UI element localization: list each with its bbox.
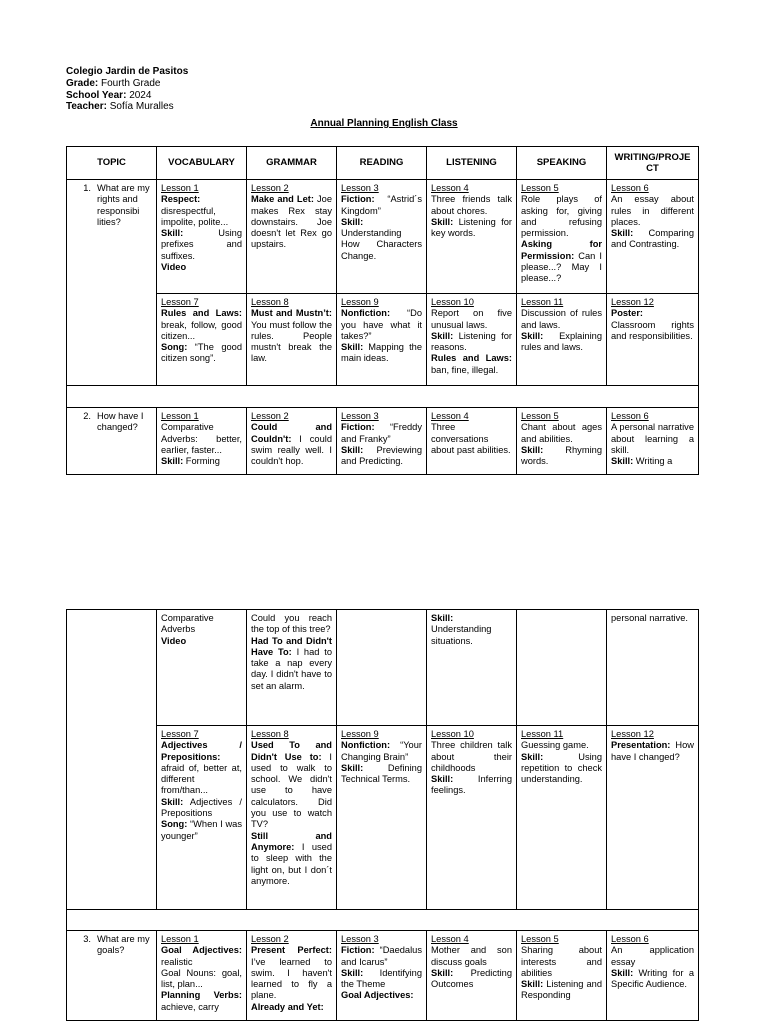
lesson-keyword: Skill:	[161, 456, 184, 467]
lesson-cell	[427, 931, 517, 1021]
lesson-keyword: Skill:	[161, 796, 184, 807]
lesson-keyword: Skill:	[341, 967, 364, 978]
lesson-cell	[337, 726, 427, 910]
lesson-cell	[607, 931, 699, 1021]
lesson-keyword: Skill:	[431, 330, 454, 341]
lesson-text: Mother and son discuss goals	[431, 945, 512, 967]
lesson-cell	[607, 294, 699, 386]
planning-table-page-1	[66, 146, 699, 475]
lesson-keyword: Adjectives / Prepositions:	[161, 740, 242, 762]
lesson-cell	[607, 408, 699, 475]
lesson-text: Rhyming words.	[521, 444, 602, 467]
lesson-keyword: Fiction:	[341, 194, 375, 205]
lesson-number: Lesson 9	[341, 729, 379, 739]
lesson-text: Previewing and Predicting.	[341, 444, 422, 467]
lesson-keyword: Could and Couldn't:	[251, 422, 332, 444]
column-header-writing-project: WRITING/PROJE CT	[607, 147, 699, 180]
lesson-text: ban, fine, illegal.	[431, 364, 499, 375]
lesson-text: Three friends talk about chores.	[431, 194, 512, 216]
lesson-keyword: Skill:	[341, 342, 364, 353]
lesson-cell	[337, 931, 427, 1021]
lesson-keyword: Goal Adjectives:	[161, 945, 242, 956]
lesson-text: “Your Changing Brain”	[341, 740, 422, 762]
lesson-text: I used to sleep with the light on, but I don´t anymore.	[251, 841, 332, 886]
lesson-text: I used to walk to school. We didn't use to have calculators. Did you use to watch TV?	[251, 751, 332, 830]
lesson-text: I had to take a nap every day. I didn't have to set an alarm.	[251, 646, 332, 691]
lesson-cell	[247, 180, 337, 294]
lesson-number: Lesson 1	[161, 934, 199, 944]
lesson-cell	[607, 180, 699, 294]
lesson-number: Lesson 9	[341, 297, 379, 307]
lesson-cell	[427, 610, 517, 726]
lesson-cell	[517, 180, 607, 294]
table-row	[67, 294, 699, 386]
lesson-cell	[427, 180, 517, 294]
column-header-row	[67, 147, 699, 180]
column-header-grammar: GRAMMAR	[247, 147, 337, 180]
lesson-text: Using prefixes and suffixes.	[161, 228, 242, 261]
lesson-number: Lesson 5	[521, 411, 559, 421]
lesson-text: Mapping the main ideas.	[341, 342, 422, 364]
spacer-cell	[67, 910, 699, 931]
lesson-keyword: Rules and Laws:	[431, 353, 512, 364]
lesson-keyword: Nonfiction:	[341, 308, 391, 319]
column-header-speaking: SPEAKING	[517, 147, 607, 180]
lesson-text: Listening for key words.	[431, 216, 512, 239]
lesson-keyword: Skill:	[431, 967, 454, 978]
lesson-cell	[247, 610, 337, 726]
lesson-number: Lesson 12	[611, 297, 654, 307]
lesson-text: Inferring feelings.	[431, 774, 512, 796]
lesson-cell	[337, 408, 427, 475]
lesson-text: personal narrative.	[611, 613, 688, 623]
school-year-line: School Year: 2024	[66, 89, 152, 101]
lesson-keyword: Nonfiction:	[341, 740, 391, 751]
column-header-topic: TOPIC	[67, 147, 157, 180]
lesson-text: Chant about ages and abilities.	[521, 422, 602, 444]
lesson-text: Adjectives / Prepositions	[161, 796, 242, 819]
lesson-text: “Astrid´s Kingdom”	[341, 194, 422, 216]
lesson-keyword: Song:	[161, 819, 188, 830]
lesson-keyword: Skill:	[341, 762, 364, 773]
planning-table-page-2	[66, 609, 699, 1021]
lesson-keyword: Used To and Didn't Use to:	[251, 740, 332, 762]
lesson-keyword: Skill:	[161, 228, 184, 239]
lesson-text: Guessing game.	[521, 740, 589, 751]
lesson-number: Lesson 10	[431, 729, 474, 739]
lesson-cell	[517, 931, 607, 1021]
lesson-number: Lesson 5	[521, 934, 559, 944]
lesson-keyword: Already and Yet:	[251, 1001, 324, 1012]
lesson-number: Lesson 4	[431, 183, 469, 193]
lesson-text: I could swim really well. I couldn't hop.	[251, 433, 332, 467]
lesson-text: Comparing and Contrasting.	[611, 228, 694, 250]
lesson-keyword: Video	[161, 635, 187, 646]
lesson-text: break, follow, good citizen...	[161, 319, 242, 341]
lesson-keyword: Skill:	[611, 967, 634, 978]
lesson-keyword: Present Perfect:	[251, 945, 332, 956]
spacer-row	[67, 386, 699, 408]
lesson-number: Lesson 3	[341, 411, 379, 421]
school-name: Colegio Jardin de Pasitos	[66, 66, 189, 77]
lesson-cell	[517, 294, 607, 386]
lesson-number: Lesson 4	[431, 411, 469, 421]
lesson-keyword: Had To and Didn't Have To:	[251, 635, 332, 657]
lesson-number: Lesson 12	[611, 729, 654, 739]
lesson-cell	[157, 931, 247, 1021]
lesson-keyword: Skill:	[521, 979, 544, 990]
lesson-text: Listening and Responding	[521, 979, 602, 1001]
lesson-cell	[517, 408, 607, 475]
teacher-line: Teacher: Sofía Muralles	[66, 101, 174, 113]
lesson-number: Lesson 4	[431, 934, 469, 944]
lesson-number: Lesson 6	[611, 411, 649, 421]
table-row	[67, 610, 699, 726]
lesson-keyword: Skill:	[341, 216, 364, 227]
lesson-text: Comparative Adverbs	[161, 613, 214, 635]
lesson-cell	[427, 726, 517, 910]
lesson-text: afraid of, better at, different from/than...	[161, 762, 242, 796]
table-row	[67, 408, 699, 475]
topic-cell	[67, 931, 157, 1021]
lesson-cell	[247, 294, 337, 386]
lesson-cell	[157, 726, 247, 910]
lesson-text: Understanding How Characters Change.	[341, 228, 422, 261]
lesson-text: You must follow the rules. People mustn't break the law.	[251, 319, 332, 364]
lesson-text: “When I was younger”	[161, 819, 242, 841]
lesson-text: Forming	[183, 456, 220, 467]
lesson-number: Lesson 11	[521, 297, 564, 307]
lesson-cell	[337, 294, 427, 386]
lesson-number: Lesson 5	[521, 183, 559, 193]
lesson-text: disrespectful, impolite, polite...	[161, 205, 229, 227]
lesson-cell	[157, 294, 247, 386]
lesson-text: Predicting Outcomes	[431, 967, 512, 990]
lesson-text: Writing for a Specific Audience.	[611, 967, 694, 990]
lesson-keyword: Rules and Laws:	[161, 308, 242, 319]
lesson-text: Comparative Adverbs: better, earlier, faster...	[161, 422, 242, 455]
table-row	[67, 726, 699, 910]
lesson-text: achieve, carry	[161, 1001, 219, 1012]
lesson-keyword: Make and Let:	[251, 194, 314, 205]
topic-title: What are my rights and responsibi lities?	[97, 183, 150, 227]
document-title: Annual Planning English Class	[310, 118, 458, 129]
lesson-keyword: Video	[161, 262, 187, 273]
lesson-cell	[247, 931, 337, 1021]
lesson-number: Lesson 6	[611, 934, 649, 944]
lesson-text: “Freddy and Franky”	[341, 422, 422, 444]
lesson-text: An application essay	[611, 945, 694, 967]
lesson-text: Identifying the Theme	[341, 967, 422, 990]
lesson-number: Lesson 11	[521, 729, 564, 739]
topic-title: How have I changed?	[97, 411, 144, 433]
lesson-cell	[427, 408, 517, 475]
lesson-keyword: Skill:	[431, 613, 454, 623]
spacer-row	[67, 910, 699, 931]
lesson-number: Lesson 1	[161, 183, 199, 193]
lesson-text: Joe makes Rex stay downstairs. Joe doesn't let Rex go upstairs.	[251, 194, 332, 250]
lesson-text: Report on five unusual laws.	[431, 308, 512, 330]
lesson-keyword: Fiction:	[341, 422, 375, 433]
lesson-text: A personal narrative about learning a skill.	[611, 422, 694, 455]
lesson-cell	[247, 726, 337, 910]
lesson-text: “Do you have what it takes?”	[341, 308, 422, 341]
lesson-text: I’ve learned to swim. I haven't learned to fly a plane.	[251, 956, 332, 1001]
lesson-text: Explaining rules and laws.	[521, 330, 602, 353]
topic-number: 3.	[83, 934, 91, 944]
lesson-keyword: Presentation:	[611, 740, 671, 751]
lesson-keyword: Skill:	[611, 456, 634, 467]
lesson-text: “The good citizen song”.	[161, 342, 242, 364]
lesson-text: Understanding situations.	[431, 624, 492, 646]
lesson-text: realistic	[161, 956, 193, 967]
lesson-text: Can I please...? May I please...?	[521, 250, 602, 284]
lesson-keyword: Song:	[161, 342, 188, 353]
lesson-number: Lesson 1	[161, 411, 199, 421]
lesson-keyword: Asking for Permission:	[521, 239, 602, 261]
lesson-keyword: Skill:	[431, 774, 454, 785]
lesson-number: Lesson 2	[251, 183, 289, 193]
lesson-number: Lesson 6	[611, 183, 649, 193]
lesson-text: Using repetition to check understanding.	[521, 751, 602, 785]
lesson-number: Lesson 3	[341, 934, 379, 944]
lesson-text: Writing a	[633, 456, 673, 467]
lesson-number: Lesson 2	[251, 411, 289, 421]
topic-number: 1.	[83, 183, 91, 193]
lesson-cell	[517, 610, 607, 726]
lesson-text: Listening for reasons.	[431, 330, 512, 353]
lesson-keyword: Must and Mustn’t:	[251, 308, 332, 319]
topic-cell	[67, 408, 157, 475]
topic-number: 2.	[83, 411, 91, 421]
topic-cell	[67, 180, 157, 386]
lesson-cell	[157, 180, 247, 294]
lesson-text: Sharing about interests and abilities	[521, 945, 602, 978]
lesson-text: Goal Nouns: goal, list, plan...	[161, 967, 242, 990]
table-row	[67, 180, 699, 294]
column-header-vocabulary: VOCABULARY	[157, 147, 247, 180]
lesson-text: Three children talk about their childhoods	[431, 740, 512, 773]
column-header-reading: READING	[337, 147, 427, 180]
lesson-keyword: Goal Adjectives:	[341, 990, 414, 1001]
lesson-keyword: Planning Verbs:	[161, 990, 242, 1001]
lesson-keyword: Respect:	[161, 194, 201, 205]
lesson-text: How have I changed?	[611, 740, 694, 762]
lesson-number: Lesson 8	[251, 729, 289, 739]
lesson-cell	[337, 610, 427, 726]
lesson-number: Lesson 10	[431, 297, 474, 307]
lesson-cell	[337, 180, 427, 294]
table-row	[67, 931, 699, 1021]
lesson-cell	[517, 726, 607, 910]
lesson-number: Lesson 3	[341, 183, 379, 193]
lesson-keyword: Skill:	[611, 228, 634, 239]
lesson-text: Discussion of rules and laws.	[521, 308, 602, 330]
document-header	[66, 66, 188, 113]
lesson-keyword: Skill:	[521, 330, 544, 341]
lesson-keyword: Poster:	[611, 308, 644, 319]
column-header-listening: LISTENING	[427, 147, 517, 180]
lesson-keyword: Skill:	[431, 216, 454, 227]
lesson-cell	[607, 726, 699, 910]
lesson-text: Three conversations about past abilities.	[431, 422, 511, 455]
lesson-keyword: Still and Anymore:	[251, 830, 332, 852]
lesson-cell	[247, 408, 337, 475]
lesson-number: Lesson 7	[161, 729, 199, 739]
grade-line: Grade: Fourth Grade	[66, 77, 161, 89]
topic-cell	[67, 610, 157, 910]
lesson-keyword: Skill:	[521, 751, 544, 762]
lesson-keyword: Skill:	[521, 444, 544, 455]
lesson-text: Classroom rights and responsibilities.	[611, 319, 694, 341]
lesson-text: Could you reach the top of this tree?	[251, 613, 332, 635]
lesson-number: Lesson 2	[251, 934, 289, 944]
lesson-cell	[607, 610, 699, 726]
lesson-text: “Daedalus and Icarus”	[341, 945, 422, 967]
lesson-cell	[157, 408, 247, 475]
topic-title: What are my goals?	[97, 934, 150, 956]
lesson-text: Defining Technical Terms.	[341, 762, 422, 785]
lesson-cell	[157, 610, 247, 726]
spacer-cell	[67, 386, 699, 408]
lesson-cell	[427, 294, 517, 386]
lesson-keyword: Skill:	[341, 444, 364, 455]
lesson-text: An essay about rules in different places.	[611, 194, 694, 227]
lesson-number: Lesson 7	[161, 297, 199, 307]
lesson-keyword: Fiction:	[341, 945, 375, 956]
lesson-number: Lesson 8	[251, 297, 289, 307]
lesson-text: Role plays of asking for, giving and refusing permission.	[521, 194, 602, 239]
